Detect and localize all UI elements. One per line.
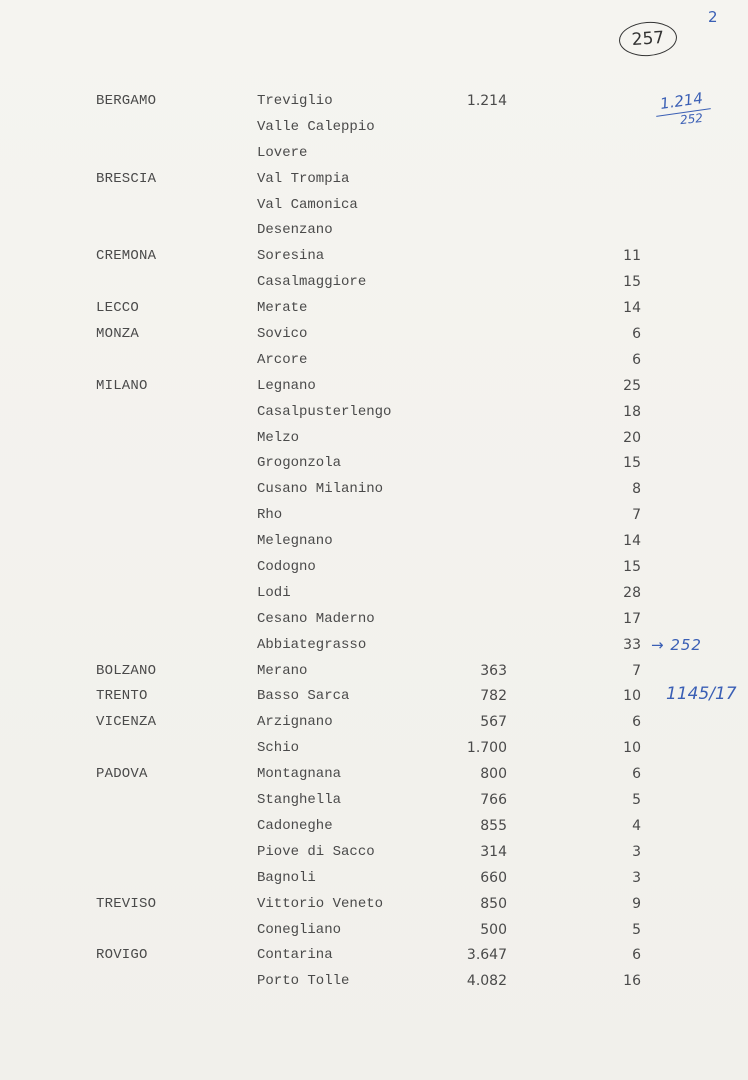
count-cell: 15 xyxy=(623,559,641,576)
town-cell: Desenzano xyxy=(257,222,333,239)
province-cell: LECCO xyxy=(96,300,140,317)
town-cell: Basso Sarca xyxy=(257,688,350,705)
table-row xyxy=(0,141,748,167)
table-row xyxy=(0,322,748,348)
province-cell: PADOVA xyxy=(96,766,148,783)
town-cell: Merano xyxy=(257,662,308,679)
count-cell: 17 xyxy=(623,610,641,627)
town-cell: Conegliano xyxy=(257,921,342,938)
table-row xyxy=(0,400,748,426)
count-cell: 16 xyxy=(623,973,641,990)
town-cell: Contarina xyxy=(257,947,333,964)
town-cell: Legnano xyxy=(257,377,316,394)
count-cell: 3 xyxy=(632,843,641,860)
count-cell: 15 xyxy=(623,274,641,291)
count-cell: 18 xyxy=(623,403,641,420)
town-cell: Codogno xyxy=(257,559,316,576)
table-row xyxy=(0,788,748,814)
town-cell: Arcore xyxy=(257,351,308,368)
count-cell: 25 xyxy=(623,377,641,394)
count-cell: 5 xyxy=(632,921,641,938)
count-cell: 6 xyxy=(632,766,641,783)
value-cell: 855 xyxy=(480,817,507,834)
town-cell: Melzo xyxy=(257,429,300,446)
table-row xyxy=(0,503,748,529)
value-cell: 500 xyxy=(480,921,507,938)
value-cell: 567 xyxy=(480,714,507,731)
town-cell: Sovico xyxy=(257,326,308,343)
table-row xyxy=(0,684,748,710)
table-row xyxy=(0,607,748,633)
count-cell: 20 xyxy=(623,429,641,446)
value-cell: 782 xyxy=(480,688,507,705)
province-cell: BOLZANO xyxy=(96,662,157,679)
table-row xyxy=(0,581,748,607)
table-row xyxy=(0,374,748,400)
table-row xyxy=(0,529,748,555)
count-cell: 10 xyxy=(623,740,641,757)
province-cell: ROVIGO xyxy=(96,947,148,964)
count-cell: 3 xyxy=(632,869,641,886)
town-cell: Casalmaggiore xyxy=(257,274,367,291)
value-cell: 314 xyxy=(480,843,507,860)
typed-table xyxy=(0,89,748,995)
value-cell: 3.647 xyxy=(466,947,507,964)
town-cell: Bagnoli xyxy=(257,869,316,886)
table-row xyxy=(0,477,748,503)
town-cell: Melegnano xyxy=(257,533,333,550)
table-row xyxy=(0,866,748,892)
count-cell: 4 xyxy=(632,817,641,834)
town-cell: Cesano Maderno xyxy=(257,610,375,627)
count-cell: 6 xyxy=(632,351,641,368)
table-row xyxy=(0,892,748,918)
town-cell: Soresina xyxy=(257,248,325,265)
table-row xyxy=(0,840,748,866)
value-cell: 660 xyxy=(480,869,507,886)
table-row xyxy=(0,969,748,995)
town-cell: Valle Caleppio xyxy=(257,118,375,135)
handwritten-total-bottom: 252 xyxy=(679,110,704,128)
table-row xyxy=(0,218,748,244)
page-number-circled: 257 xyxy=(618,20,678,58)
handwritten-fraction-note: 1145/17 xyxy=(666,684,737,704)
value-cell: 850 xyxy=(480,895,507,912)
table-row xyxy=(0,633,748,659)
table-row xyxy=(0,244,748,270)
town-cell: Porto Tolle xyxy=(257,973,350,990)
count-cell: 33 xyxy=(623,636,641,653)
count-cell: 6 xyxy=(632,714,641,731)
table-row xyxy=(0,762,748,788)
count-cell: 6 xyxy=(632,326,641,343)
count-cell: 7 xyxy=(632,662,641,679)
table-row xyxy=(0,555,748,581)
count-cell: 11 xyxy=(623,248,641,265)
table-row xyxy=(0,270,748,296)
province-cell: VICENZA xyxy=(96,714,157,731)
value-cell: 800 xyxy=(480,766,507,783)
table-row xyxy=(0,167,748,193)
table-row xyxy=(0,193,748,219)
province-cell: MONZA xyxy=(96,326,140,343)
count-cell: 10 xyxy=(623,688,641,705)
value-cell: 363 xyxy=(480,662,507,679)
table-row xyxy=(0,710,748,736)
town-cell: Arzignano xyxy=(257,714,333,731)
count-cell: 14 xyxy=(623,300,641,317)
count-cell: 15 xyxy=(623,455,641,472)
table-row xyxy=(0,659,748,685)
count-cell: 5 xyxy=(632,792,641,809)
table-row xyxy=(0,451,748,477)
count-cell: 28 xyxy=(623,584,641,601)
table-row xyxy=(0,736,748,762)
count-cell: 9 xyxy=(632,895,641,912)
province-cell: TRENTO xyxy=(96,688,148,705)
province-cell: BERGAMO xyxy=(96,93,157,109)
town-cell: Lodi xyxy=(257,584,291,601)
table-row xyxy=(0,426,748,452)
province-cell: MILANO xyxy=(96,377,148,394)
town-cell: Abbiategrasso xyxy=(257,636,367,653)
table-row xyxy=(0,918,748,944)
town-cell: Casalpusterlengo xyxy=(257,403,392,420)
count-cell: 14 xyxy=(623,533,641,550)
table-row xyxy=(0,814,748,840)
town-cell: Schio xyxy=(257,740,300,757)
table-row xyxy=(0,115,748,141)
town-cell: Cusano Milanino xyxy=(257,481,384,498)
town-cell: Lovere xyxy=(257,144,308,161)
town-cell: Rho xyxy=(257,507,283,524)
value-cell: 766 xyxy=(480,792,507,809)
handwritten-total-top: 1.214 xyxy=(658,89,704,113)
table-row xyxy=(0,348,748,374)
table-row xyxy=(0,943,748,969)
province-cell: TREVISO xyxy=(96,895,157,912)
town-cell: Grogonzola xyxy=(257,455,342,472)
value-cell: 1.214 xyxy=(466,93,507,109)
handwritten-arrow-note: → 252 xyxy=(651,636,702,654)
town-cell: Vittorio Veneto xyxy=(257,895,384,912)
count-cell: 8 xyxy=(632,481,641,498)
table-row xyxy=(0,89,748,115)
count-cell: 6 xyxy=(632,947,641,964)
town-cell: Montagnana xyxy=(257,766,342,783)
table-row xyxy=(0,296,748,322)
province-cell: BRESCIA xyxy=(96,170,157,187)
town-cell: Piove di Sacco xyxy=(257,843,375,860)
town-cell: Stanghella xyxy=(257,792,342,809)
corner-note: 2 xyxy=(708,8,718,26)
town-cell: Merate xyxy=(257,300,308,317)
town-cell: Val Trompia xyxy=(257,170,350,187)
value-cell: 4.082 xyxy=(466,973,507,990)
province-cell: CREMONA xyxy=(96,248,157,265)
town-cell: Treviglio xyxy=(257,93,333,109)
value-cell: 1.700 xyxy=(466,740,507,757)
count-cell: 7 xyxy=(632,507,641,524)
town-cell: Val Camonica xyxy=(257,196,358,213)
town-cell: Cadoneghe xyxy=(257,817,333,834)
